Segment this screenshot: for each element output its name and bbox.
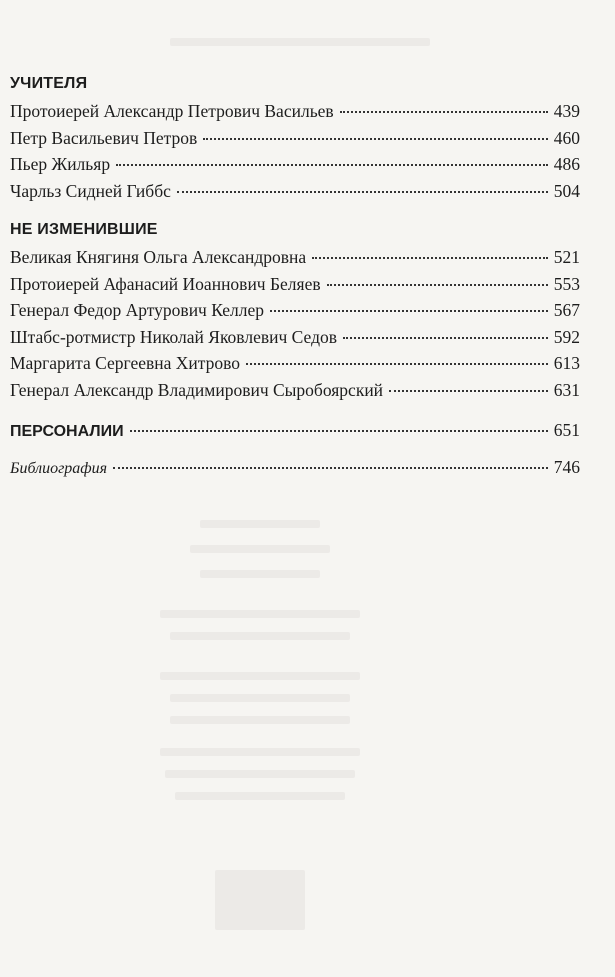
toc-entry	[10, 125, 580, 152]
table-of-contents	[10, 70, 580, 480]
show-through-mark	[160, 672, 360, 680]
entry-page: 631	[553, 379, 580, 400]
section-heading: НЕ ИЗМЕНИВШИЕ	[10, 221, 158, 238]
show-through-mark	[170, 632, 350, 640]
dot-leader	[389, 390, 548, 392]
show-through-mark	[165, 770, 355, 778]
entry-page: 592	[553, 326, 580, 347]
dot-leader	[116, 164, 548, 166]
dot-leader	[203, 138, 547, 140]
entry-title: Пьер Жильяр	[10, 154, 111, 174]
toc-entry	[10, 350, 580, 377]
toc-entry	[10, 244, 580, 271]
toc-section-unchanged	[10, 216, 580, 403]
entry-title: Протоиерей Афанасий Иоаннович Беляев	[10, 273, 321, 294]
dot-leader	[130, 430, 548, 432]
dot-leader	[177, 191, 548, 193]
entry-page: 521	[553, 247, 580, 267]
entry-title: Библиография	[10, 459, 108, 477]
toc-entry	[10, 98, 580, 125]
show-through-mark	[200, 520, 320, 528]
section-heading: УЧИТЕЛЯ	[10, 75, 88, 92]
show-through-mark	[200, 570, 320, 578]
dot-leader	[312, 257, 548, 259]
entry-page: 504	[553, 180, 580, 201]
entry-page: 460	[553, 127, 580, 148]
entry-title: Чарльз Сидней Гиббс	[10, 180, 171, 201]
entry-page: 486	[553, 154, 580, 174]
entry-title: Великая Княгиня Ольга Александровна	[10, 247, 307, 267]
entry-title: Маргарита Сергеевна Хитрово	[10, 353, 241, 373]
dot-leader	[113, 467, 548, 469]
show-through-mark	[175, 792, 345, 800]
entry-page: 613	[553, 353, 580, 373]
show-through-mark	[170, 38, 430, 46]
dot-leader	[343, 337, 548, 339]
toc-entry	[10, 151, 580, 178]
toc-entry	[10, 324, 580, 351]
entry-page: 651	[553, 420, 580, 440]
toc-section-teachers	[10, 70, 580, 204]
entry-page: 553	[553, 273, 580, 294]
toc-entry	[10, 297, 580, 324]
dot-leader	[270, 310, 548, 312]
toc-entry	[10, 377, 580, 404]
entry-title: Штабс-ротмистр Николай Яковлевич Седов	[10, 326, 337, 347]
entry-title: Петр Васильевич Петров	[10, 127, 198, 148]
entry-page: 439	[553, 101, 580, 121]
entry-page: 567	[553, 300, 580, 320]
entry-title: Генерал Федор Артурович Келлер	[10, 300, 264, 320]
show-through-mark	[160, 610, 360, 618]
entry-title: ПЕРСОНАЛИИ	[10, 423, 124, 440]
show-through-mark	[170, 694, 350, 702]
dot-leader	[327, 284, 548, 286]
dot-leader	[340, 111, 548, 113]
entry-title: Генерал Александр Владимирович Сыробоярский	[10, 379, 384, 400]
toc-entry	[10, 271, 580, 298]
entry-title: Протоиерей Александр Петрович Васильев	[10, 101, 334, 121]
show-through-mark	[160, 748, 360, 756]
toc-entry-personalii	[10, 417, 580, 444]
toc-entry-bibliography	[10, 454, 580, 481]
toc-entry	[10, 178, 580, 205]
show-through-mark	[190, 545, 330, 553]
show-through-mark	[170, 716, 350, 724]
dot-leader	[246, 363, 548, 365]
entry-page: 746	[553, 456, 580, 477]
show-through-mark	[215, 870, 305, 930]
